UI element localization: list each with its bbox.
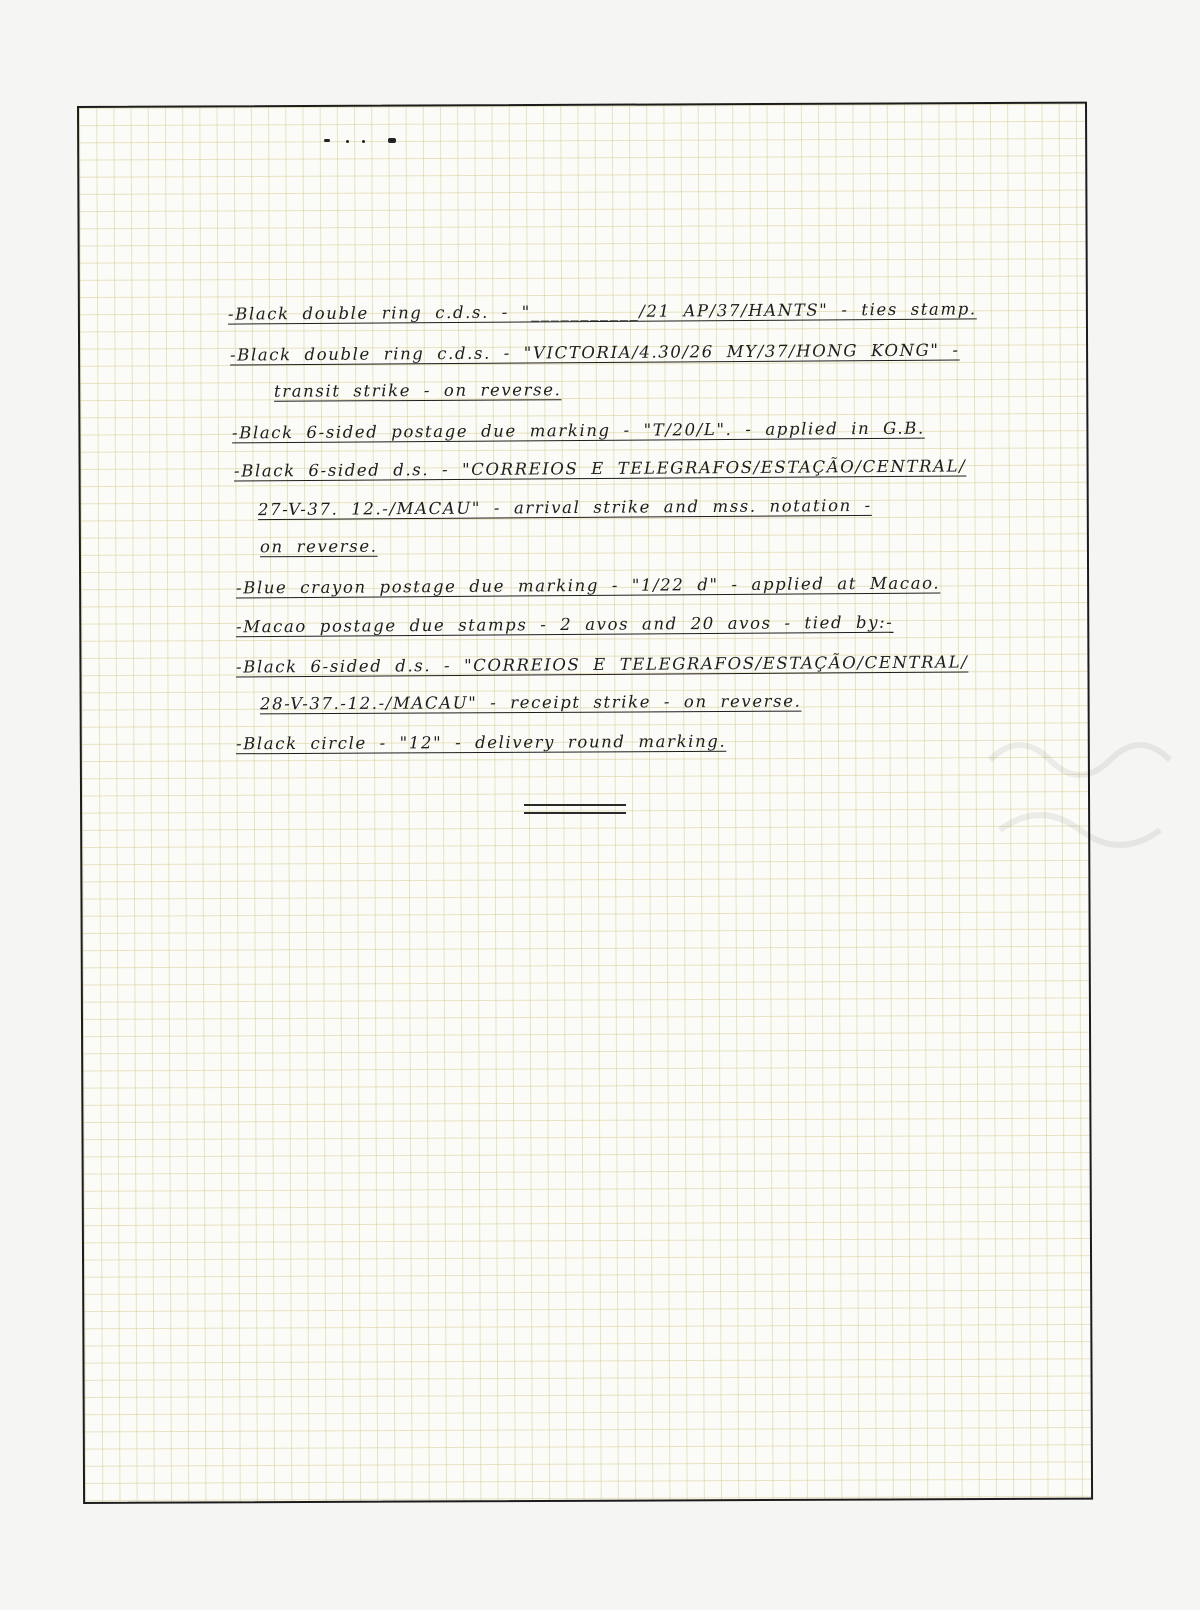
note-line: -Black 6-sided postage due marking - "T/20/L". - applied in G.B. [231,418,925,443]
closing-double-rule [524,804,626,814]
note-line: -Blue crayon postage due marking - "1/22 d" - applied at Macao. [235,573,941,598]
note-line: -Black 6-sided d.s. - "CORREIOS E TELEGRAFOS/ESTAÇÃO/CENTRAL/ [233,456,967,481]
note-line: transit strike - on reverse. [273,380,562,401]
note-line: on reverse. [259,536,378,557]
note-line: 28-V-37.-12.-/MACAU" - receipt strike - on reverse. [259,691,802,714]
note-line: -Black 6-sided d.s. - "CORREIOS E TELEGRAFOS/ESTAÇÃO/CENTRAL/ [235,652,969,677]
note-line: -Macao postage due stamps - 2 avos and 20 avos - tied by:- [235,612,894,637]
note-line: -Black circle - "12" - delivery round marking. [235,731,727,754]
note-line: -Black double ring c.d.s. - "VICTORIA/4.30/26 MY/37/HONG KONG" - [229,340,960,365]
show-through-marks [980,720,1190,880]
note-line: -Black double ring c.d.s. - "___________/21 AP/37/HANTS" - ties stamp. [227,299,977,324]
note-line: 27-V-37. 12.-/MACAU" - arrival strike and mss. notation - [257,495,872,520]
